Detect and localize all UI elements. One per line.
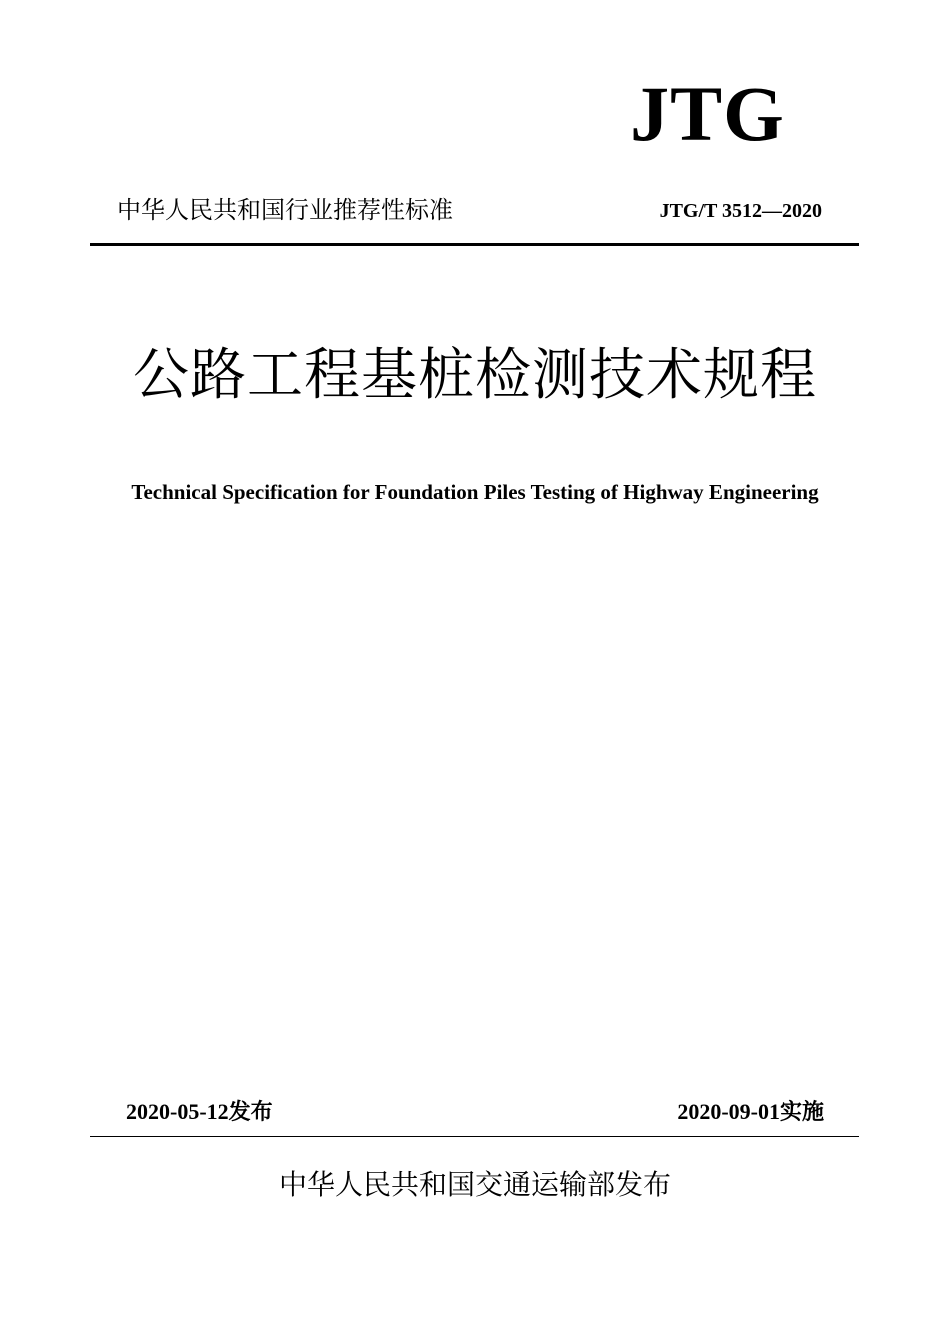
title-chinese: 公路工程基桩检测技术规程 xyxy=(133,343,817,408)
jtg-logo: JTG xyxy=(630,70,785,157)
header-divider xyxy=(90,243,859,246)
issue-date: 2020-05-12发布 xyxy=(126,1099,273,1124)
title-english: Technical Specification for Foundation Piles Testing of Highway Engineering xyxy=(131,480,819,504)
implementation-date: 2020-09-01实施 xyxy=(677,1099,824,1124)
standard-category: 中华人民共和国行业推荐性标准 xyxy=(117,196,453,224)
footer-divider xyxy=(90,1136,859,1137)
publisher: 中华人民共和国交通运输部发布 xyxy=(278,1168,671,1201)
standard-code: JTG/T 3512—2020 xyxy=(659,200,822,222)
